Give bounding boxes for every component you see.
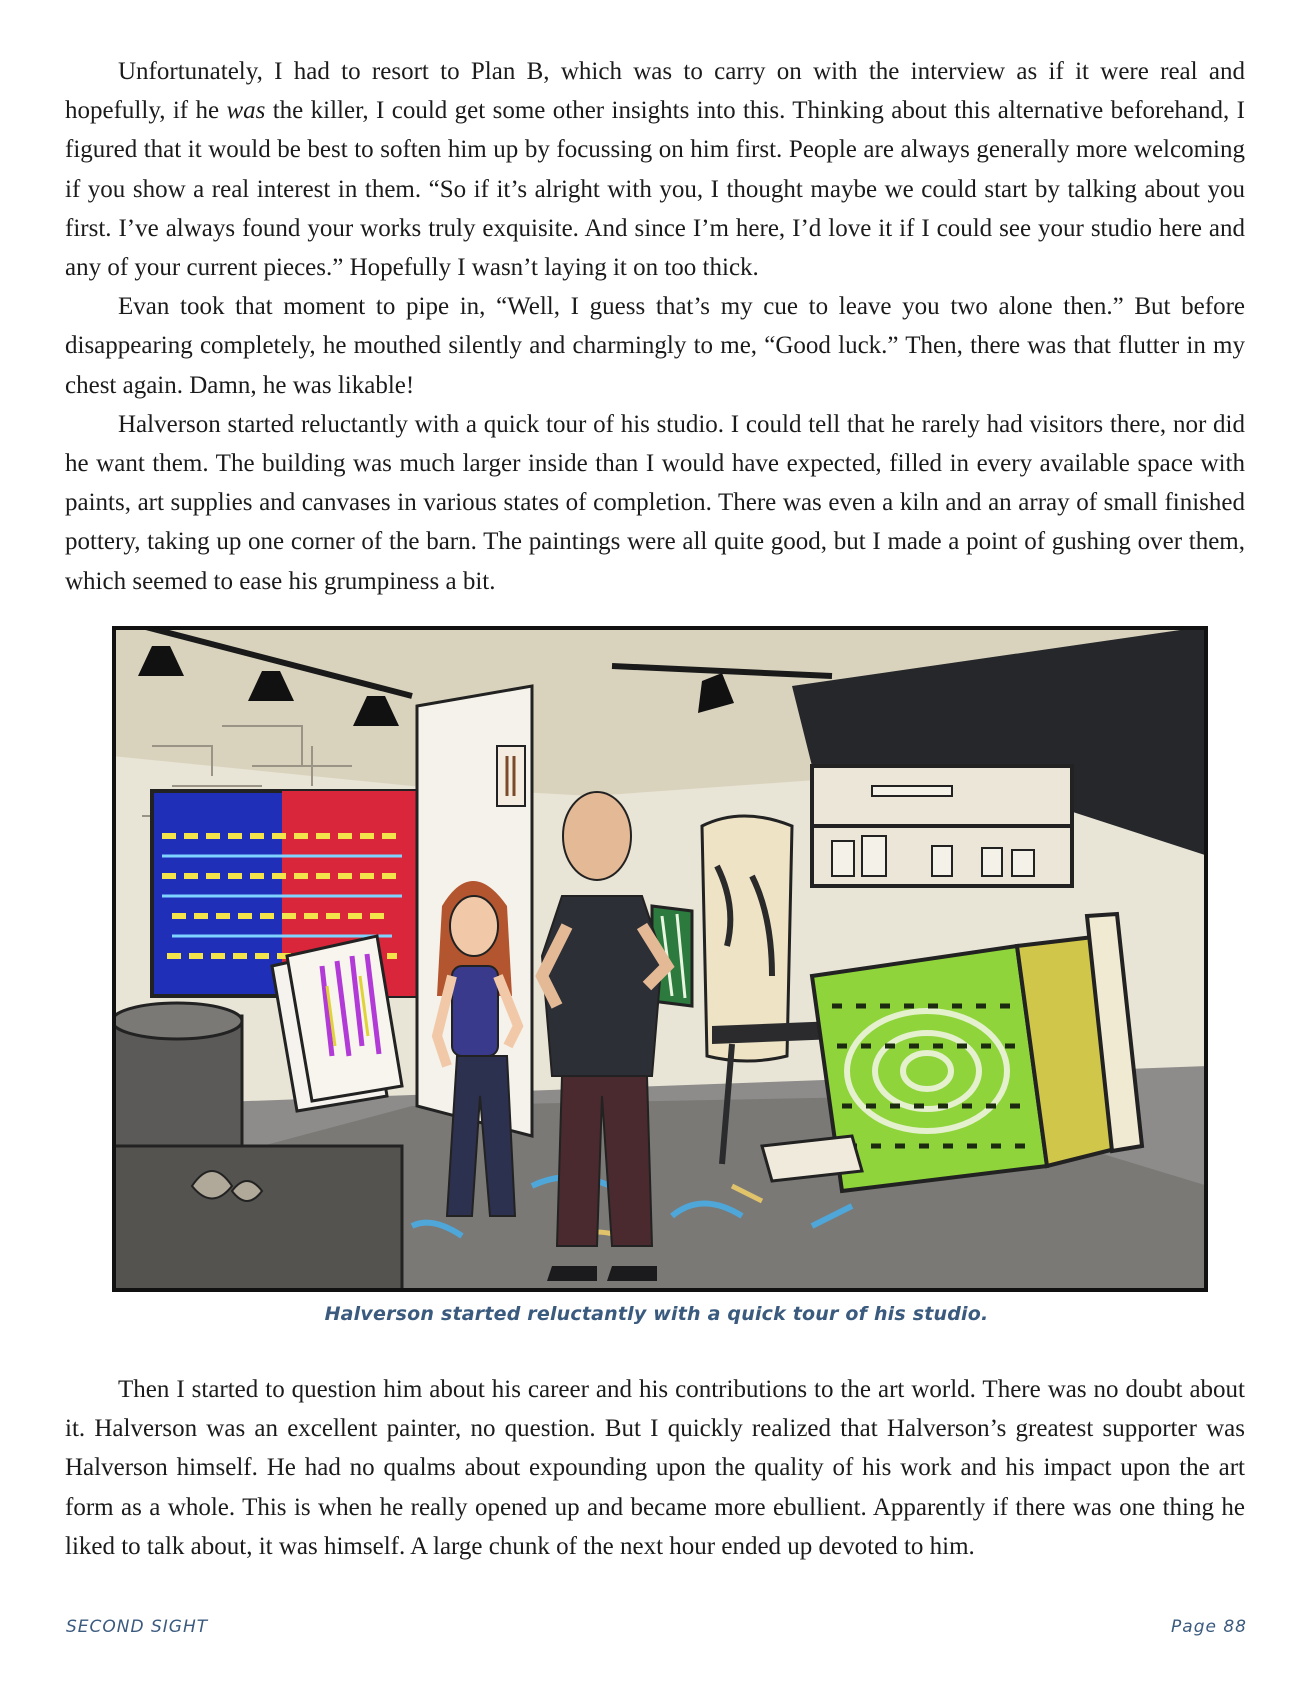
- figure-caption: Halverson started reluctantly with a quick tour of his studio.: [324, 1303, 989, 1325]
- running-footer-title: SECOND SIGHT: [66, 1617, 209, 1637]
- paragraph-2: Evan took that moment to pipe in, “Well, I guess that’s my cue to leave you two alone then.” But before disappearing completely, he mouthed silently and charmingly to me, “Good luck.” Then, there was that flutter in my chest again. Damn, he was likable!: [65, 293, 1245, 399]
- paragraph-4: Then I started to question him about his career and his contributions to the art world. There was no doubt about it. Halverson was an excellent painter, no question. But I quickly realized that Halverson’s greatest supporter was Halverson himself. He had no qualms about expounding upon the quality of his work and his impact upon the art form as a whole. This is when he really opened up and became more ebullient. Apparently if there was one thing he liked to talk about, it was himself. A large chunk of the next hour ended up devoted to him.: [65, 1376, 1245, 1560]
- body-text-bottom: [65, 1370, 1245, 1566]
- paragraph-1: [65, 52, 1245, 287]
- work-table: [112, 1146, 402, 1292]
- page-number: Page 88: [1171, 1617, 1247, 1637]
- paragraph-1-emphasis: was: [226, 97, 266, 125]
- paragraph-1-part-b: the killer, I could get some other insights into this. Thinking about this alternative beforehand, I figured that it would be best to soften him up by focussing on him first. People are always generally more welcoming if you show a real interest in them. “So if it’s alright with you, I thought maybe we could start by talking about you first. I’ve always found your works truly exquisite. And since I’m here, I’d love it if I could see your studio here and any of your current pieces.” Hopefully I wasn’t laying it on too thick.: [65, 97, 1245, 282]
- studio-scene: [112, 626, 1208, 1292]
- paragraph-1-part-a: Unfortunately, I had to resort to Plan B, which was to carry on with the interview as if it were real and hopefully, if he: [65, 58, 1245, 125]
- body-text-top: [65, 52, 1245, 601]
- paragraph-3: Halverson started reluctantly with a quick tour of his studio. I could tell that he rarely had visitors there, nor did he want them. The building was much larger inside than I would have expected, filled in every available space with paints, art supplies and canvases in various states of completion. There was even a kiln and an array of small finished pottery, taking up one corner of the barn. The paintings were all quite good, but I made a point of gushing over them, which seemed to ease his grumpiness a bit.: [65, 410, 1245, 595]
- studio-illustration: [112, 626, 1208, 1292]
